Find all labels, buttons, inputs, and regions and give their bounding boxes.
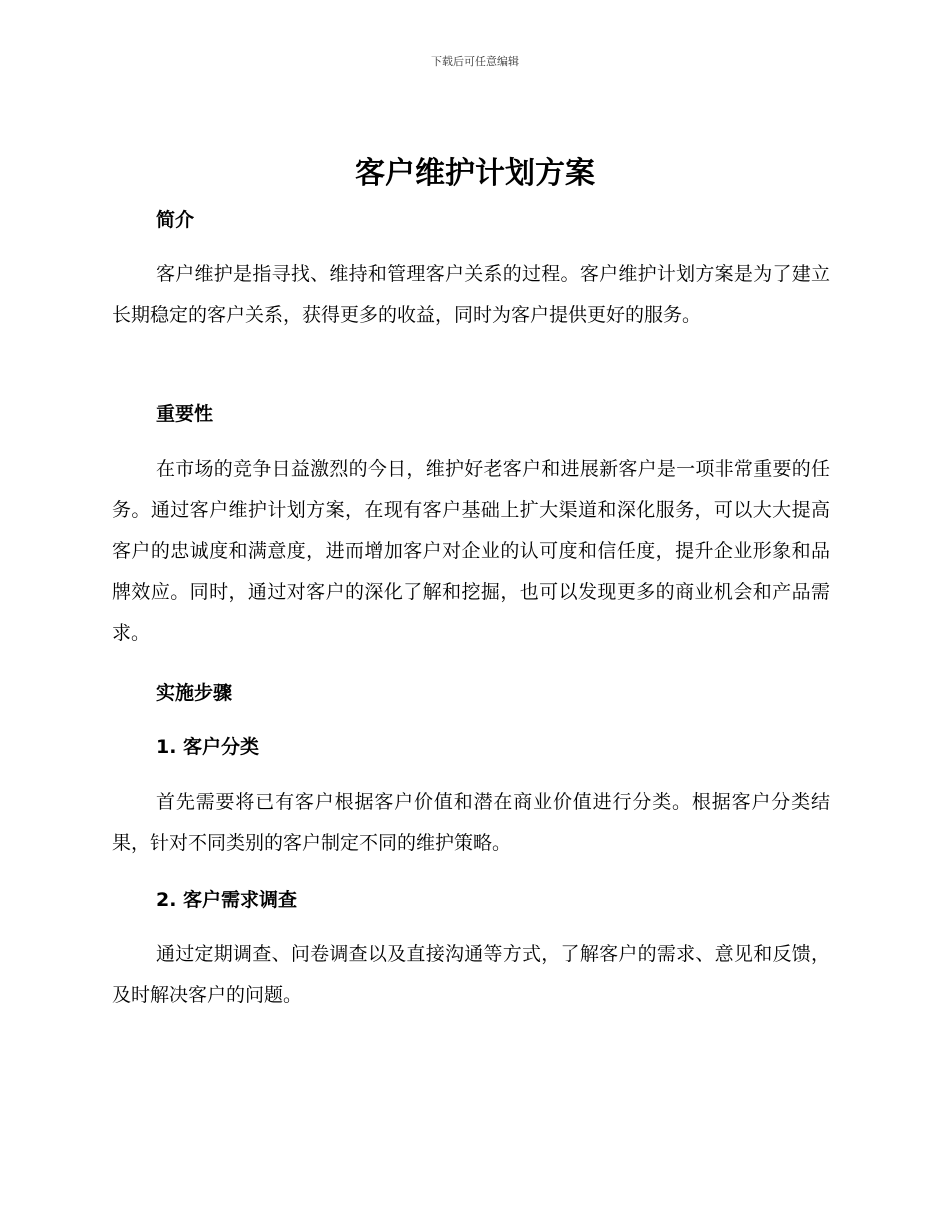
document-title: 客户维护计划方案 — [355, 156, 595, 191]
section-heading-customer-survey: 2. 客户需求调查 — [156, 889, 298, 911]
section-heading-steps: 实施步骤 — [156, 682, 233, 704]
section-paragraph-customer-classification: 首先需要将已有客户根据客户价值和潜在商业价值进行分类。根据客户分类结果，针对不同类别的客户制定不同的维护策略。 — [112, 791, 830, 854]
section-paragraph-customer-survey: 通过定期调查、问卷调查以及直接沟通等方式，了解客户的需求、意见和反馈，及时解决客户的问题。 — [112, 943, 830, 1006]
section-paragraph-importance: 在市场的竞争日益激烈的今日，维护好老客户和进展新客户是一项非常重要的任务。通过客户维护计划方案，在现有客户基础上扩大渠道和深化服务，可以大大提高客户的忠诚度和满意度，进而增加客户对企业的认可度和信任度，提升企业形象和品牌效应。同时，通过对客户的深化了解和挖掘，也可以发现更多的商业机会和产品需求。 — [112, 458, 830, 644]
section-heading-customer-classification: 1. 客户分类 — [156, 736, 260, 758]
section-heading-intro: 简介 — [156, 209, 195, 231]
header-note: 下载后可任意编辑 — [431, 55, 519, 68]
section-heading-importance: 重要性 — [156, 403, 214, 425]
section-paragraph-intro: 客户维护是指寻找、维持和管理客户关系的过程。客户维护计划方案是为了建立长期稳定的客户关系，获得更多的收益，同时为客户提供更好的服务。 — [112, 263, 830, 326]
